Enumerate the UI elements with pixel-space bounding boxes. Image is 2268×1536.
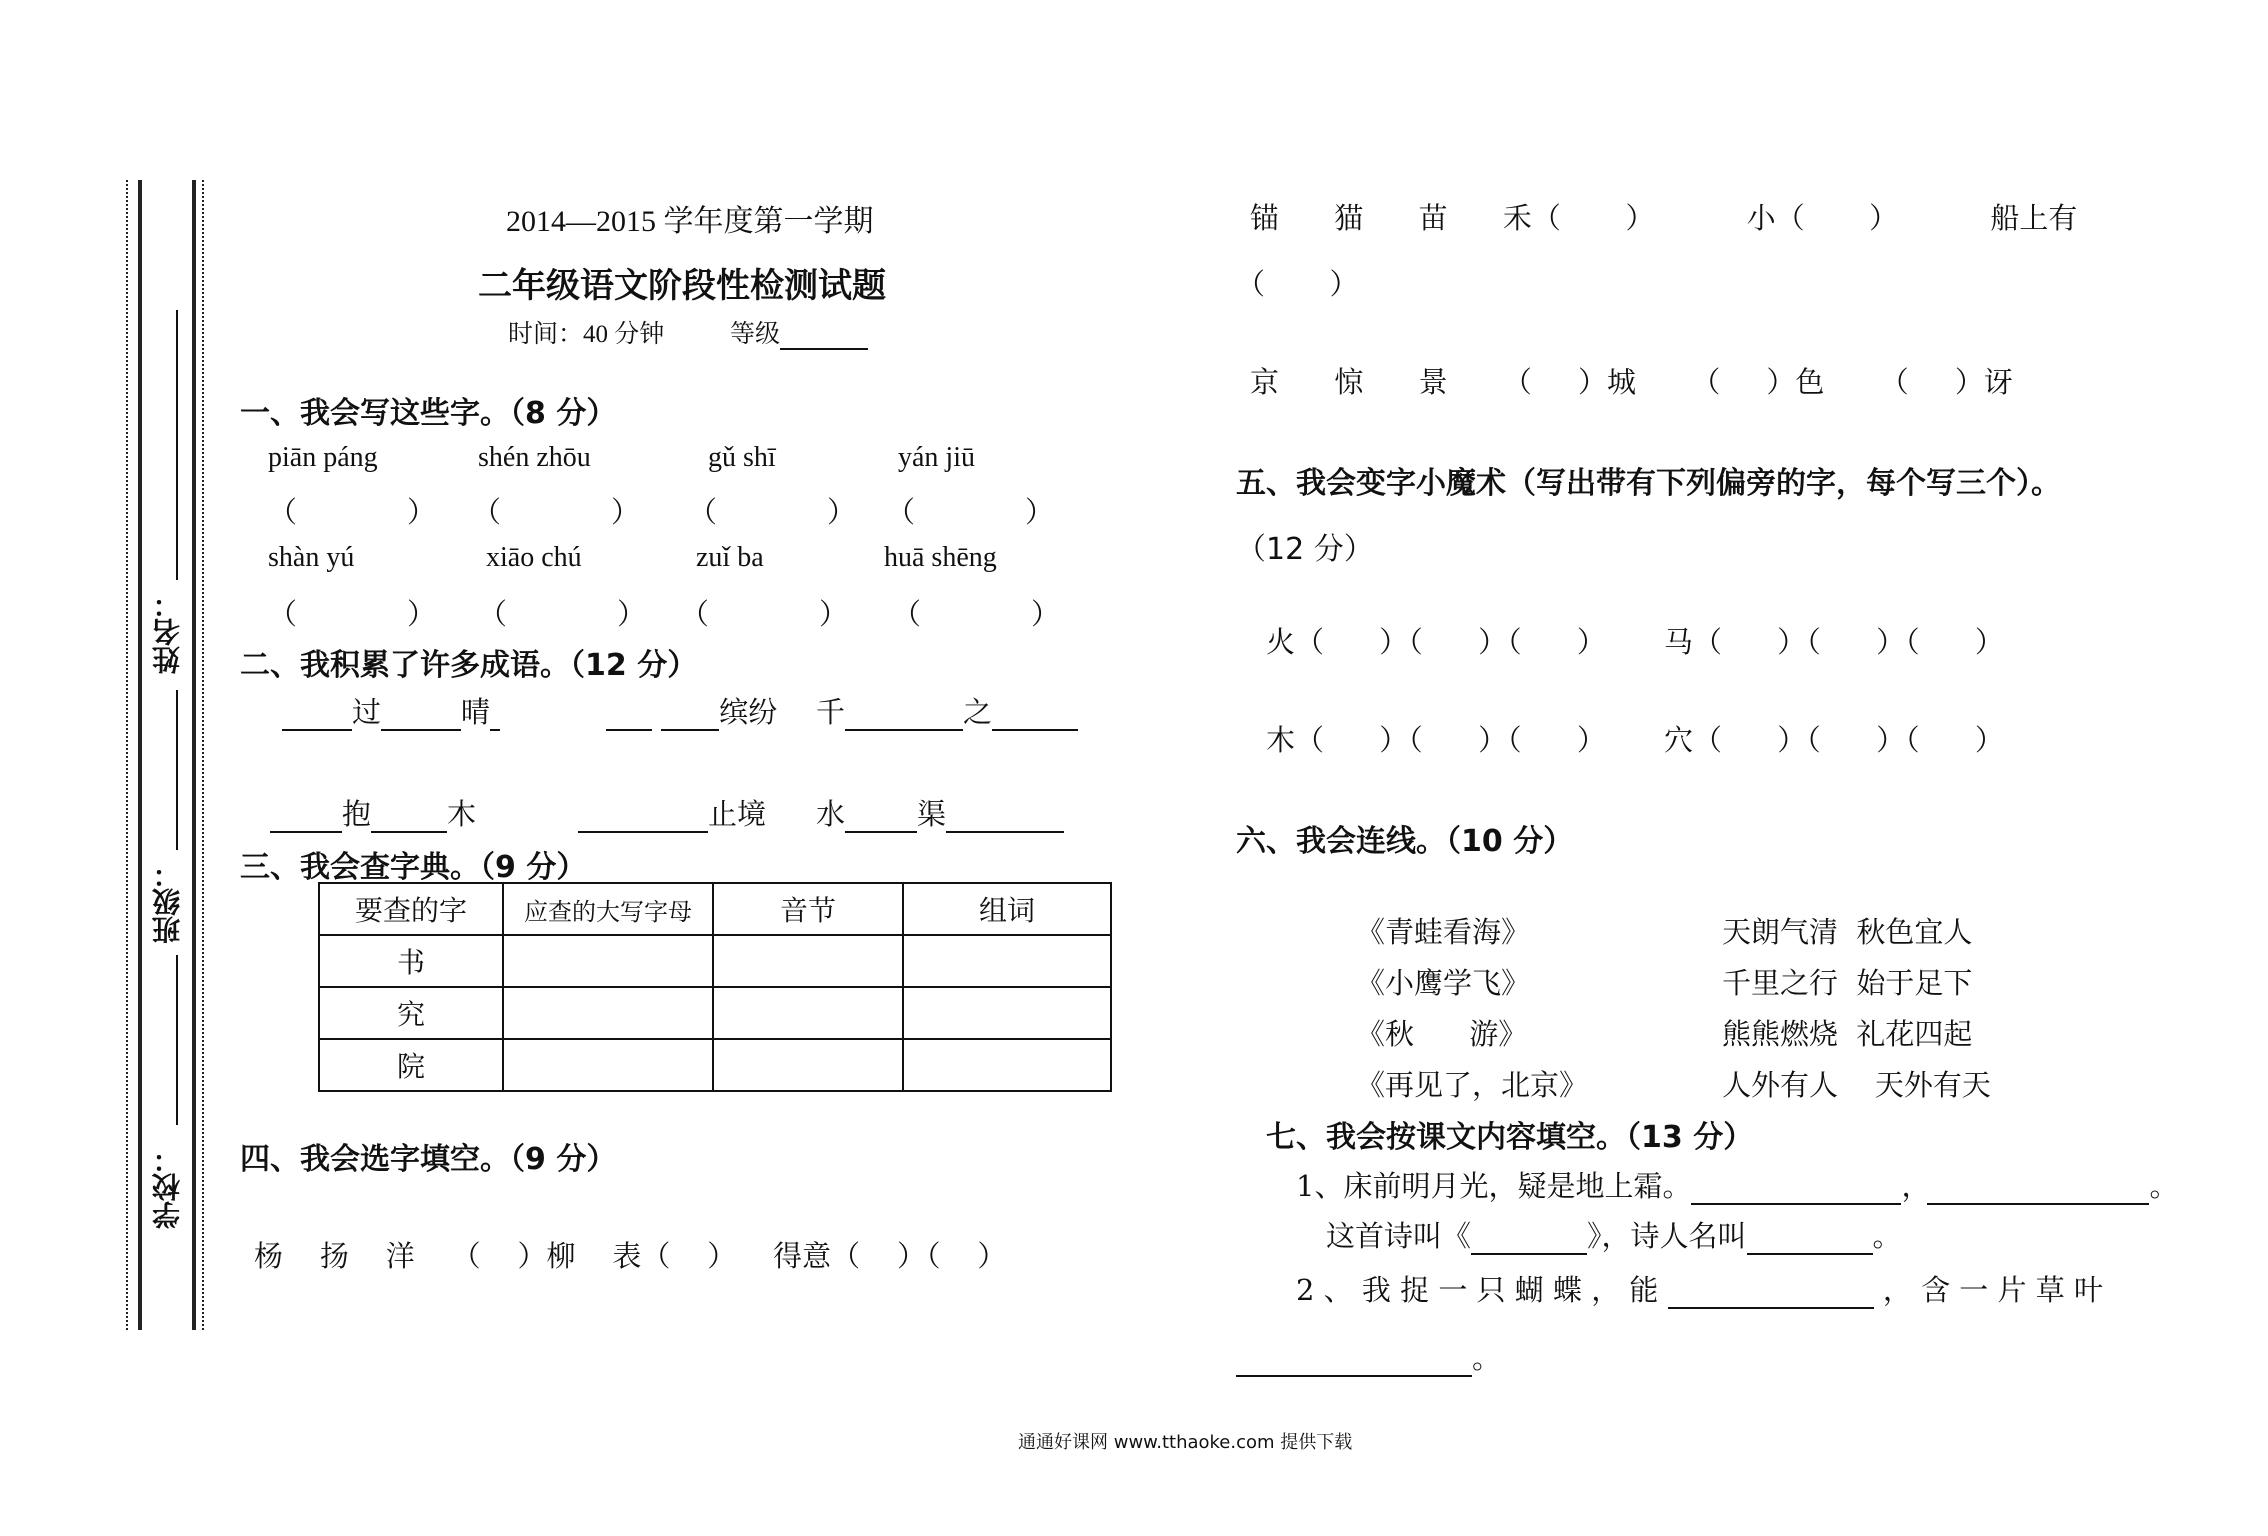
pinyin-8: huā shēng [884,542,997,573]
header-letter: 应查的大写字母 [503,883,713,935]
exam-title: 二年级语文阶段性检测试题 [478,266,886,306]
section-7-title: 七、我会按课文内容填空。（13 分） [1266,1120,1754,1155]
answer-cell[interactable] [903,935,1111,987]
pinyin-4: yán jiū [898,442,975,473]
section-1-title: 一、我会写这些字。（8 分） [240,396,617,431]
poem-title-blank[interactable] [1471,1221,1587,1255]
question-2-cont: 。 [1236,1336,1501,1377]
fill-line-2-cont[interactable]: （ ） [1236,267,1359,301]
dictionary-table [318,882,1112,1092]
answer-cell[interactable] [713,1039,903,1091]
answer-cell[interactable] [713,987,903,1039]
pinyin-5: shàn yú [268,542,355,573]
question-2: 2 、 我 捉 一 只 蝴 蝶 ， 能 ， 含 一 片 草 叶 [1296,1273,2103,1307]
answer-box[interactable]: （ ） [472,495,641,529]
fill-line-2[interactable]: 锚 猫 苗 禾（ ） 小（ ） 船上有 [1250,201,2078,235]
radical-cave[interactable]: 穴（ ）（ ）（ ） [1664,723,2004,757]
section-2-title: 二、我积累了许多成语。（12 分） [240,648,698,683]
table-header-row [319,883,1111,935]
section-4-title: 四、我会选字填空。（9 分） [240,1142,617,1177]
idiom-6: 水 渠 [816,792,1064,833]
answer-cell[interactable] [903,1039,1111,1091]
book-title[interactable]: 《小鹰学飞》 [1356,966,1531,1000]
radical-wood[interactable]: 木（ ）（ ）（ ） [1266,723,1606,757]
pinyin-2: shén zhōu [478,442,591,473]
section-3-title: 三、我会查字典。（9 分） [240,850,587,885]
q2-blank[interactable] [1668,1275,1874,1309]
answer-cell[interactable] [503,987,713,1039]
school-label: 学校： [151,1145,184,1229]
header-word: 组词 [903,883,1111,935]
class-line-top [176,690,178,850]
pinyin-6: xiāo chú [486,542,582,573]
pinyin-1: piān páng [268,442,378,473]
time-label: 时间：40 分钟 [508,321,665,348]
idiom-2: 缤纷 [606,690,777,731]
name-line [176,310,178,580]
radical-horse[interactable]: 马（ ）（ ）（ ） [1664,625,2004,659]
answer-box[interactable]: （ ） [268,597,437,631]
radical-fire[interactable]: 火（ ）（ ）（ ） [1266,625,1606,659]
answer-box[interactable]: （ ） [886,495,1055,529]
pinyin-3: gǔ shī [708,442,776,473]
answer-cell[interactable] [503,1039,713,1091]
grade-label: 等级 [730,314,868,350]
idiom-5: 止境 [578,792,766,833]
grade-blank[interactable] [780,320,868,350]
poem-title-line: 这首诗叫《 》，诗人名叫 。 [1326,1219,1902,1253]
header-syllable: 音节 [713,883,903,935]
section-5-score: （12 分） [1236,532,1374,567]
phrase[interactable]: 人外有人 天外有天 [1722,1068,1991,1102]
answer-cell[interactable] [903,987,1111,1039]
phrase[interactable]: 天朗气清 秋色宜人 [1722,915,1973,949]
idiom-3: 千 之 [816,690,1078,731]
section-5-title: 五、我会变字小魔术（写出带有下列偏旁的字，每个写三个）。 [1236,466,2061,501]
answer-box[interactable]: （ ） [688,495,857,529]
answer-box[interactable]: （ ） [268,495,437,529]
fill-line-3[interactable]: 京 惊 景 （ ）城 （ ）色 （ ）讶 [1250,365,2013,399]
table-row [319,1039,1111,1091]
answer-cell[interactable] [503,935,713,987]
phrase[interactable]: 千里之行 始于足下 [1722,966,1973,1000]
answer-box[interactable]: （ ） [680,597,849,631]
term-title: 2014—2015 学年度第一学期 [506,205,874,238]
fill-line-1[interactable]: 杨 扬 洋 （ ）柳 表（ ） 得意（ ）（ ） [254,1239,1007,1273]
book-title[interactable]: 《青蛙看海》 [1356,915,1531,949]
header-char: 要查的字 [319,883,503,935]
class-label: 班级： [151,860,184,944]
book-title[interactable]: 《再见了，北京》 [1356,1068,1589,1102]
char-cell: 院 [319,1039,503,1091]
char-cell: 书 [319,935,503,987]
answer-cell[interactable] [713,935,903,987]
poem-blank[interactable] [1927,1171,2149,1205]
poem-line: 1、床前明月光，疑是地上霜。 ， 。 [1296,1169,2179,1203]
pinyin-7: zuǐ ba [696,542,764,573]
answer-box[interactable]: （ ） [478,597,647,631]
name-label: 姓名： [151,590,184,674]
table-row [319,987,1111,1039]
poet-blank[interactable] [1747,1221,1873,1255]
q2-blank-2[interactable] [1236,1343,1472,1377]
class-line-bottom [176,955,178,1125]
section-6-title: 六、我会连线。（10 分） [1236,824,1574,859]
poem-blank[interactable] [1691,1171,1901,1205]
answer-box[interactable]: （ ） [892,597,1061,631]
phrase[interactable]: 熊熊燃烧 礼花四起 [1722,1017,1973,1051]
char-cell: 究 [319,987,503,1039]
idiom-4: 抱 木 [270,792,476,833]
idiom-1: 过 晴 [282,690,500,731]
footer: 通通好课网 www.tthaoke.com 提供下载 [1018,1432,1353,1453]
table-row [319,935,1111,987]
book-title[interactable]: 《秋 游》 [1356,1017,1528,1051]
